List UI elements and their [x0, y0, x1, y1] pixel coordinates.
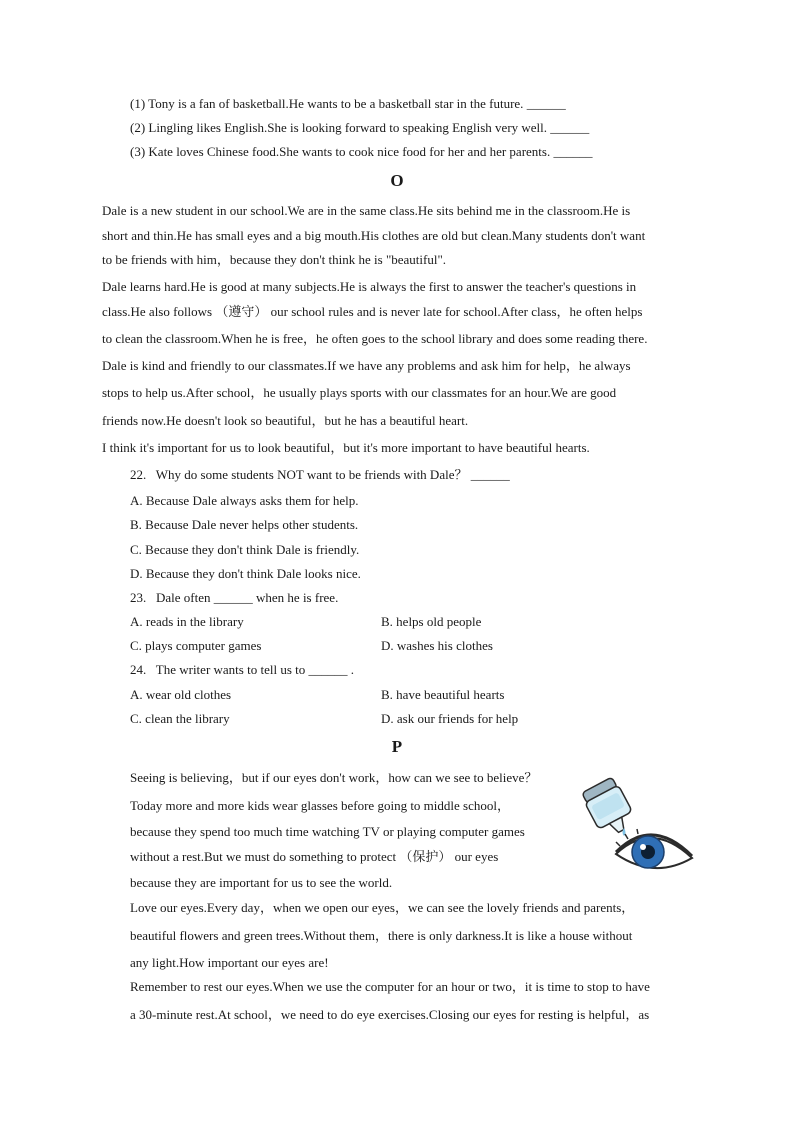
question-23-number: 23. [130, 590, 147, 605]
passage-p-line: Today more and more kids wear glasses before going to middle school， [130, 798, 510, 813]
item-2-blank[interactable]: ______ [550, 120, 590, 135]
passage-o-line: stops to help us.After school，he usually plays sports with our classmates for an hour.We are good [102, 385, 617, 400]
question-22-blank[interactable]: ______ [470, 467, 510, 482]
question-24-option-b[interactable]: B. have beautiful hearts [381, 687, 505, 702]
item-3-text: (3) Kate loves Chinese food.She wants to cook nice food for her and her parents. [130, 144, 551, 159]
question-22-option-a[interactable]: A. Because Dale always asks them for help. [130, 493, 359, 508]
section-p-heading: P [391, 737, 403, 756]
passage-p-line: without a rest.But we must do something to protect （保护） our eyes [130, 849, 499, 864]
question-24-number: 24. [130, 662, 147, 677]
section-o-heading: O [390, 171, 404, 190]
question-24-option-d[interactable]: D. ask our friends for help [381, 711, 519, 726]
item-2 [130, 120, 589, 136]
question-22-option-d[interactable]: D. Because they don't think Dale looks nice. [130, 566, 361, 581]
passage-p-line: because they are important for us to see the world. [130, 875, 393, 890]
passage-o-line: friends now.He doesn't look so beautiful，but he has a beautiful heart. [102, 413, 469, 428]
question-23-option-c[interactable]: C. plays computer games [130, 638, 262, 653]
question-24-option-a[interactable]: A. wear old clothes [130, 687, 232, 702]
passage-o-line: Dale is kind and friendly to our classmates.If we have any problems and ask him for help，he always [102, 358, 631, 373]
passage-p-line: Seeing is believing，but if our eyes don't work，how can we see to believe？ [130, 770, 538, 785]
question-22-stem: Why do some students NOT want to be friends with Dale？ [155, 467, 468, 482]
question-23-option-d[interactable]: D. washes his clothes [381, 638, 493, 653]
question-24-blank[interactable]: ______ [308, 662, 348, 677]
question-24-stem-after: . [350, 662, 354, 677]
question-23-option-b[interactable]: B. helps old people [381, 614, 482, 629]
question-23-stem-before: Dale often [156, 590, 211, 605]
passage-p-line: Love our eyes.Every day，when we open our eyes，we can see the lovely friends and parents， [130, 900, 635, 915]
question-23-blank[interactable]: ______ [213, 590, 253, 605]
question-24 [130, 662, 354, 678]
passage-o-line: to clean the classroom.When he is free，he often goes to the school library and does some reading there. [102, 331, 648, 346]
question-23-stem-after: when he is free. [256, 590, 339, 605]
question-22 [130, 467, 510, 483]
question-22-number: 22. [130, 467, 147, 482]
item-3 [130, 144, 592, 160]
passage-o-line: to be friends with him，because they don't think he is "beautiful". [102, 252, 447, 267]
eye-drop-icon [576, 776, 696, 880]
passage-o-line: class.He also follows （遵守） our school rules and is never late for school.After class，he often helps [102, 304, 643, 319]
question-22-option-c[interactable]: C. Because they don't think Dale is friendly. [130, 542, 360, 557]
passage-o-line: Dale is a new student in our school.We are in the same class.He sits behind me in the classroom.He is [102, 203, 631, 218]
item-1-text: (1) Tony is a fan of basketball.He wants to be a basketball star in the future. [130, 96, 524, 111]
passage-p-line: because they spend too much time watching TV or playing computer games [130, 824, 525, 839]
question-23-option-a[interactable]: A. reads in the library [130, 614, 244, 629]
item-1-blank[interactable]: ______ [526, 96, 566, 111]
question-22-option-b[interactable]: B. Because Dale never helps other students. [130, 517, 359, 532]
passage-p-line: Remember to rest our eyes.When we use the computer for an hour or two，it is time to stop to have [130, 979, 650, 994]
passage-p-line: any light.How important our eyes are! [130, 955, 329, 970]
item-3-blank[interactable]: ______ [553, 144, 593, 159]
item-1 [130, 96, 566, 112]
passage-p-line: a 30-minute rest.At school，we need to do eye exercises.Closing our eyes for resting is helpful，as [130, 1007, 650, 1022]
passage-p-line: beautiful flowers and green trees.Without them，there is only darkness.It is like a house without [130, 928, 633, 943]
passage-o-line: I think it's important for us to look beautiful，but it's more important to have beautiful hearts. [102, 440, 590, 455]
question-24-option-c[interactable]: C. clean the library [130, 711, 230, 726]
item-2-text: (2) Lingling likes English.She is looking forward to speaking English very well. [130, 120, 548, 135]
question-24-stem-before: The writer wants to tell us to [155, 662, 306, 677]
passage-o-line: short and thin.He has small eyes and a big mouth.His clothes are old but clean.Many students don't want [102, 228, 646, 243]
passage-o-line: Dale learns hard.He is good at many subjects.He is always the first to answer the teacher's questions in [102, 279, 637, 294]
question-23 [130, 590, 338, 606]
